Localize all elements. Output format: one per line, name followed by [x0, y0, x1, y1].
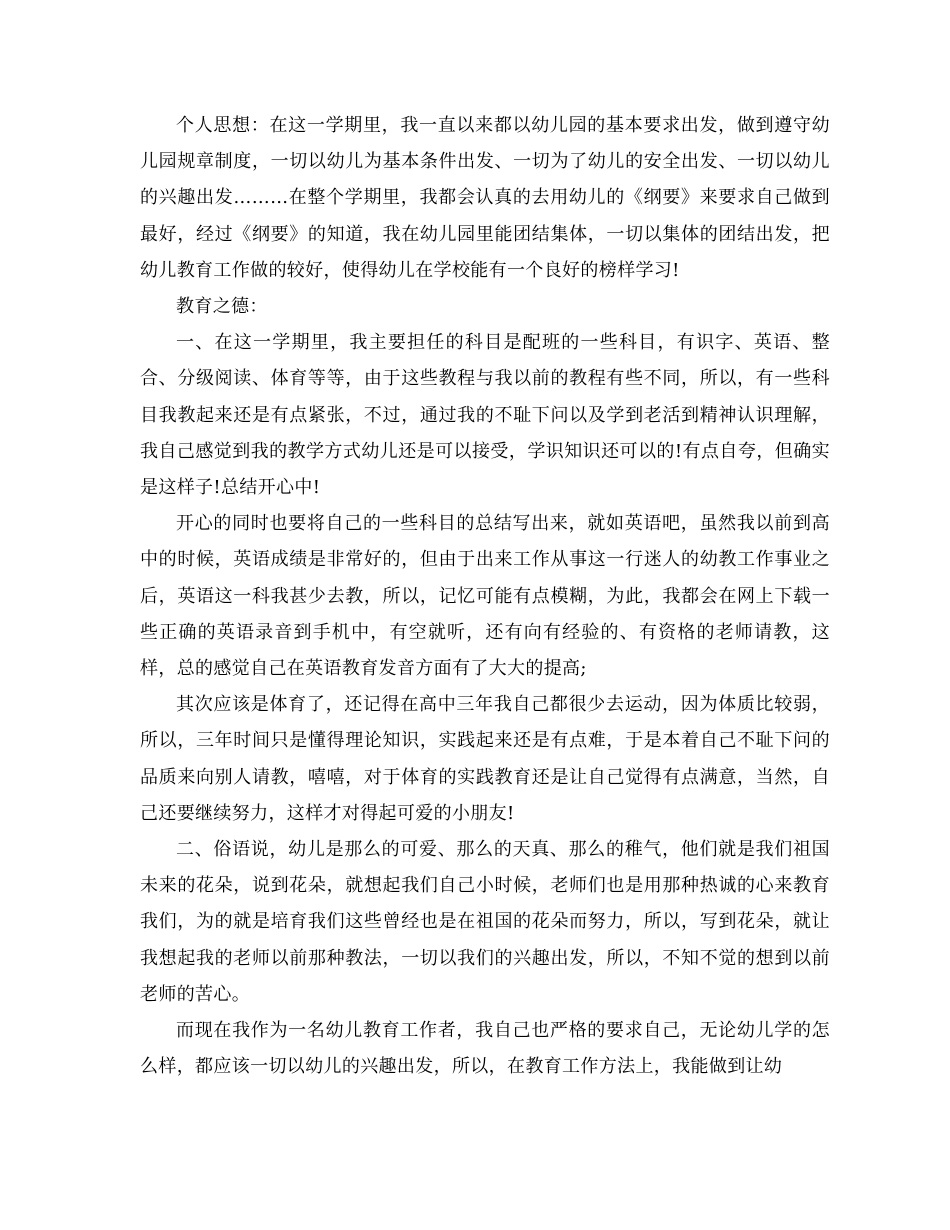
paragraph-pe-summary: 其次应该是体育了，还记得在高中三年我自己都很少去运动，因为体质比较弱，所以，三年时间只是懂得理论知识，实践起来还是有点难，于是本着自己不耻下问的品质来向别人请教，嘻嘻，对于体育的实践教育还是让自己觉得有点满意，当然，自己还要继续努力，这样才对得起可爱的小朋友! — [140, 694, 830, 824]
paragraph-personal-thoughts: 个人思想：在这一学期里，我一直以来都以幼儿园的基本要求出发，做到遵守幼儿园规章制度，一切以幼儿为基本条件出发、一切为了幼儿的安全出发、一切以幼儿的兴趣出发………在整个学期里，我都会认真的去用幼儿的《纲要》来要求自己做到最好，经过《纲要》的知道，我在幼儿园里能团结集体，一切以集体的团结出发，把幼儿教育工作做的较好，使得幼儿在学校能有一个良好的榜样学习! — [140, 115, 830, 281]
paragraph-children-flowers: 二、俗语说，幼儿是那么的可爱、那么的天真、那么的稚气，他们就是我们祖国未来的花朵，说到花朵，就想起我们自己小时候，老师们也是用那种热诚的心来教育我们，为的就是培育我们这些曾经也是在祖国的花朵而努力，所以，写到花朵，就让我想起我的老师以前那种教法，一切以我们的兴趣出发，所以，不知不觉的想到以前老师的苦心。 — [140, 839, 830, 1005]
document-body — [140, 108, 830, 1085]
heading-education-virtue: 教育之德： — [176, 296, 268, 318]
paragraph-subjects-taught: 一、在这一学期里，我主要担任的科目是配班的一些科目，有识字、英语、整合、分级阅读、体育等等，由于这些教程与我以前的教程有些不同，所以，有一些科目我教起来还是有点紧张，不过，通过我的不耻下问以及学到老活到精神认识理解，我自己感觉到我的教学方式幼儿还是可以接受，学识知识还可以的!有点自夸，但确实是这样子!总结开心中! — [140, 332, 830, 499]
paragraph-english-summary: 开心的同时也要将自己的一些科目的总结写出来，就如英语吧，虽然我以前到高中的时候，英语成绩是非常好的，但由于出来工作从事这一行迷人的幼教工作事业之后，英语这一科我甚少去教，所以，记忆可能有点模糊，为此，我都会在网上下载一些正确的英语录音到手机中，有空就听，还有向有经验的、有资格的老师请教，这样，总的感觉自己在英语教育发音方面有了大大的提高; — [140, 513, 830, 680]
paragraph-current-work: 而现在我作为一名幼儿教育工作者，我自己也严格的要求自己，无论幼儿学的怎么样，都应该一切以幼儿的兴趣出发，所以，在教育工作方法上，我能做到让幼 — [140, 1020, 830, 1078]
